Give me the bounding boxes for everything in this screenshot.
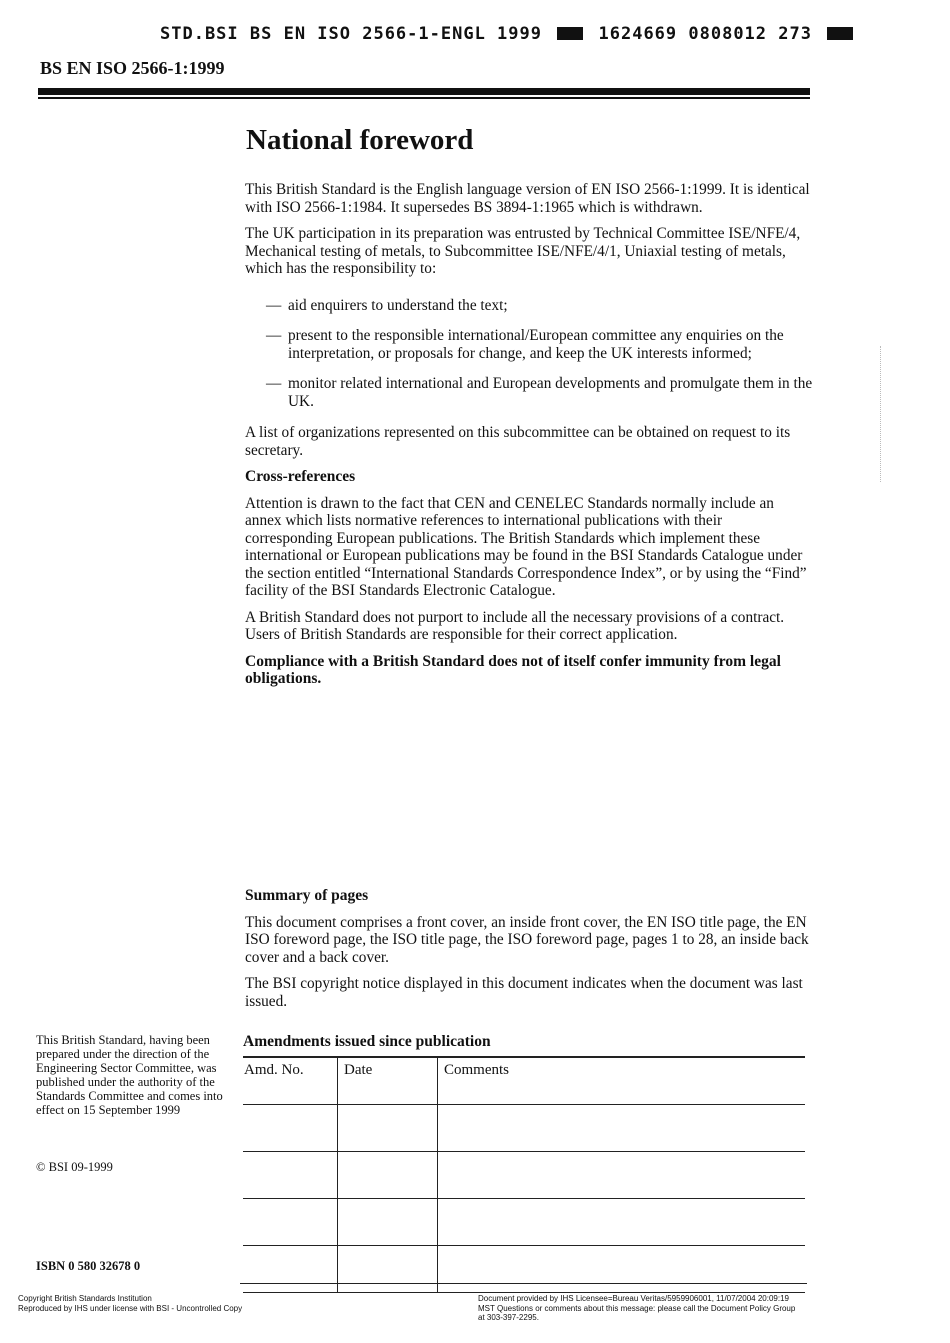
bsi-copyright: © BSI 09-1999 bbox=[36, 1160, 113, 1174]
participation-paragraph: The UK participation in its preparation was entrusted by Technical Committee ISE/NFE/4, Mechanical testing of metals, to Subcommittee ISE/NFE/4/1, Uniaxial testing of metals, which has the responsibility to: bbox=[245, 225, 801, 277]
list-item: — present to the responsible international/European committee any enquiries on the interpretation, or proposals for change, and keep the UK interests informed; bbox=[266, 327, 813, 362]
amendments-heading: Amendments issued since publication bbox=[243, 1033, 491, 1050]
footer-rule bbox=[240, 1283, 807, 1284]
table-row bbox=[243, 1152, 805, 1199]
intro-paragraph: This British Standard is the English language version of EN ISO 2566-1:1999. It is identical with ISO 2566-1:1984. It supersedes BS 3894-1:1965 which is withdrawn. bbox=[245, 181, 810, 216]
table-header-row bbox=[243, 1057, 805, 1105]
amendments-table bbox=[243, 1056, 805, 1293]
foreword-body bbox=[245, 181, 813, 697]
list-item: — monitor related international and European developments and promulgate them in the UK. bbox=[266, 375, 813, 410]
header-rule-thick bbox=[38, 88, 810, 95]
summary-section bbox=[245, 887, 813, 1019]
publication-note: This British Standard, having been prepared under the direction of the Engineering Sector Committee, was published under the authority of the Standards Committee and comes into effect on 15 September 1999 bbox=[36, 1033, 223, 1117]
footer-left bbox=[18, 1294, 242, 1313]
column-header-amd-no: Amd. No. bbox=[243, 1057, 338, 1105]
compliance-statement: Compliance with a British Standard does not of itself confer immunity from legal obligations. bbox=[245, 652, 781, 687]
column-header-comments: Comments bbox=[438, 1057, 806, 1105]
crossref-paragraph: Attention is drawn to the fact that CEN and CENELEC Standards normally include an annex which lists normative references to international publications with their corresponding European publications. The British Standards which implement these international or European publications may be found in the BSI Standards Catalogue under the section entitled “International Standards Correspondence Index”, or by using the “Find” facility of the BSI Standards Electronic Catalogue. bbox=[245, 494, 807, 599]
responsibility-list bbox=[245, 297, 813, 411]
organizations-paragraph: A list of organizations represented on this subcommittee can be obtained on request to its secretary. bbox=[245, 424, 791, 459]
footer-copyright-line: Copyright British Standards Institution bbox=[18, 1294, 152, 1303]
page-title: National foreword bbox=[246, 124, 474, 156]
footer-license-line: Reproduced by IHS under license with BSI - Uncontrolled Copy bbox=[18, 1303, 243, 1313]
document-code-part1: STD.BSI BS EN ISO 2566-1-ENGL 1999 bbox=[160, 24, 542, 44]
summary-heading: Summary of pages bbox=[245, 887, 369, 904]
summary-paragraph: This document comprises a front cover, an inside front cover, the EN ISO title page, the EN ISO foreword page, the ISO title page, the ISO foreword page, pages 1 to 28, an inside back cover and a back cover. bbox=[245, 913, 809, 966]
table-row bbox=[243, 1246, 805, 1293]
header-rule-thin bbox=[38, 97, 810, 99]
isbn: ISBN 0 580 32678 0 bbox=[36, 1259, 141, 1273]
copyright-notice-paragraph: The BSI copyright notice displayed in this document indicates when the document was last issued. bbox=[245, 975, 803, 1010]
standard-id: BS EN ISO 2566-1:1999 bbox=[40, 58, 225, 78]
barcode-block bbox=[827, 27, 853, 40]
list-item: — aid enquirers to understand the text; bbox=[266, 297, 813, 315]
footer-right: Document provided by IHS Licensee=Bureau Veritas/5959906001, 11/07/2004 20:09:19 MST Questions or comments about this message: please call the Document Policy Group at 303-397-2295. bbox=[478, 1294, 796, 1322]
column-header-date: Date bbox=[338, 1057, 438, 1105]
barcode-block bbox=[557, 27, 583, 40]
document-code-part2: 1624669 0808012 273 bbox=[598, 24, 812, 44]
table-row bbox=[243, 1199, 805, 1246]
scan-margin-marks bbox=[880, 346, 882, 482]
table-row bbox=[243, 1105, 805, 1152]
crossref-heading: Cross-references bbox=[245, 468, 356, 485]
provisions-paragraph: A British Standard does not purport to include all the necessary provisions of a contract. Users of British Standards are responsible for their correct application. bbox=[245, 608, 785, 643]
document-code-line bbox=[160, 24, 857, 44]
